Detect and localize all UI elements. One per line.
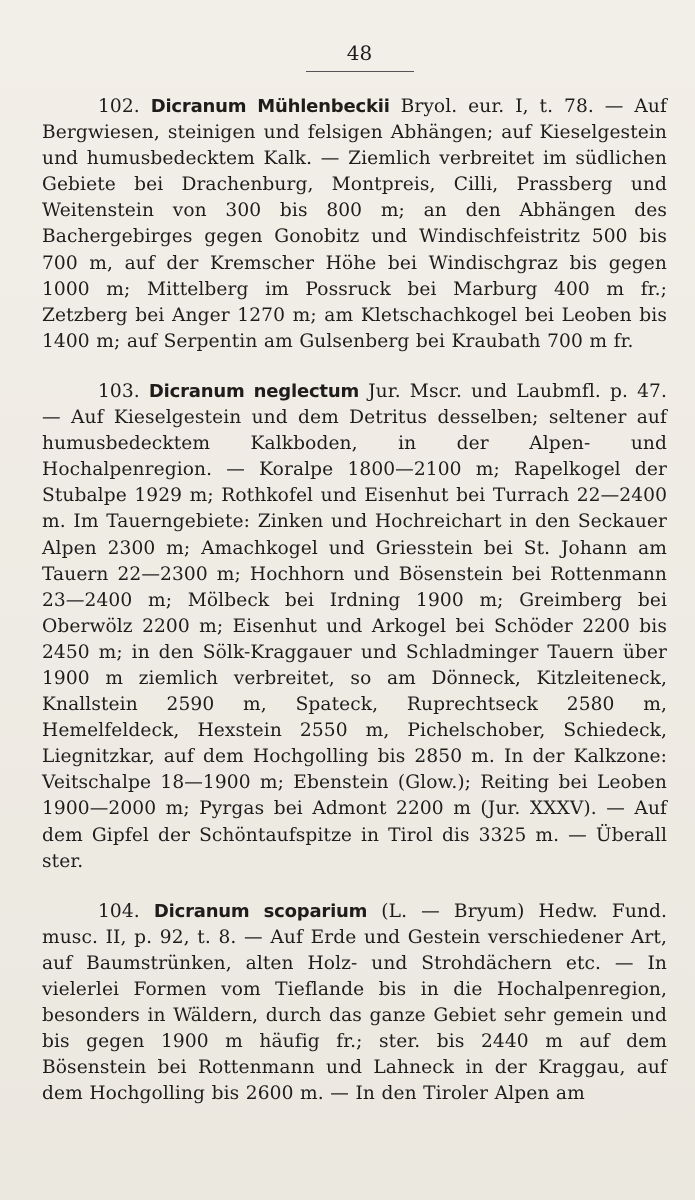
species-name: Dicranum Mühlenbeckii	[150, 96, 390, 117]
entry-103	[42, 379, 667, 875]
species-name: Dicranum scoparium	[153, 900, 368, 922]
entry-number: 102.	[98, 96, 140, 117]
entry-text: (L. — Bryum) Hedw. Fund. musc. II, p. 92, t. 8. — Auf Erde und Gestein verschiedener Art, auf Baumstrünken, alten Holz- und Strohdächern etc. — In vielerlei Formen vom Tieflande bis in die Hochalpenregion, besonders in Wäldern, durch das ganze Gebiet sehr gemein und bis gegen 1900 m häufig fr.; ster. bis 2440 m auf dem Bösenstein bei Rottenmann und Lahneck in der Kraggau, auf dem Hochgolling bis 2600 m. — In den Tiroler Alpen am	[42, 900, 667, 1105]
entry-102	[42, 94, 667, 355]
page-number: 48	[346, 41, 373, 65]
header-rule	[306, 71, 414, 72]
entry-number: 104.	[98, 900, 140, 922]
entry-paragraph	[42, 379, 667, 875]
entry-104	[42, 899, 667, 1108]
entry-paragraph	[42, 94, 667, 355]
entry-text: Bryol. eur. I, t. 78. — Auf Bergwiesen, steinigen und felsigen Abhängen; auf Kieselgestein und humusbedecktem Kalk. — Ziemlich verbreitet im südlichen Gebiete bei Drachenburg, Montpreis, Cilli, Prassberg und Weitenstein von 300 bis 800 m; an den Abhängen des Bachergebirges gegen Gonobitz und Windischfeistritz 500 bis 700 m, auf der Kremscher Höhe bei Windischgraz bis gegen 1000 m; Mittelberg im Possruck bei Marburg 400 m fr.; Zetzberg bei Anger 1270 m; am Kletschachkogel bei Leoben bis 1400 m; auf Serpentin am Gulsenberg bei Kraubath 700 m fr.	[42, 96, 667, 352]
entry-text: Jur. Mscr. und Laubmfl. p. 47. — Auf Kieselgestein und dem Detritus desselben; seltener auf humusbedecktem Kalkboden, in der Alpen- und Hochalpenregion. — Koralpe 1800—2100 m; Rapelkogel der Stubalpe 1929 m; Rothkofel und Eisenhut bei Turrach 22—2400 m. Im Tauerngebiete: Zinken und Hochreichart in den Seckauer Alpen 2300 m; Amachkogel und Griesstein bei St. Johann am Tauern 22—2300 m; Hochhorn und Bösenstein bei Rottenmann 23—2400 m; Mölbeck bei Irdning 1900 m; Greimberg bei Oberwölz 2200 m; Eisenhut und Arkogel bei Schöder 2200 bis 2450 m; in den Sölk-Kraggauer und Schladminger Tauern über 1900 m ziemlich verbreitet, so am Dönneck, Kitzleiteneck, Knallstein 2590 m, Spateck, Ruprechtseck 2580 m, Hemelfeldeck, Hexstein 2550 m, Pichelschober, Schiedeck, Liegnitzkar, auf dem Hochgolling bis 2850 m. In der Kalkzone: Veitschalpe 18—1900 m; Ebenstein (Glow.); Reiting bei Leoben 1900—2000 m; Pyrgas bei Admont 2200 m (Jur. XXXV). — Auf dem Gipfel der Schöntaufspitze in Tirol dis 3325 m. — Überall ster.	[42, 380, 667, 872]
entry-paragraph	[42, 899, 667, 1108]
entry-number: 103.	[98, 380, 140, 402]
species-name: Dicranum neglectum	[148, 380, 360, 402]
